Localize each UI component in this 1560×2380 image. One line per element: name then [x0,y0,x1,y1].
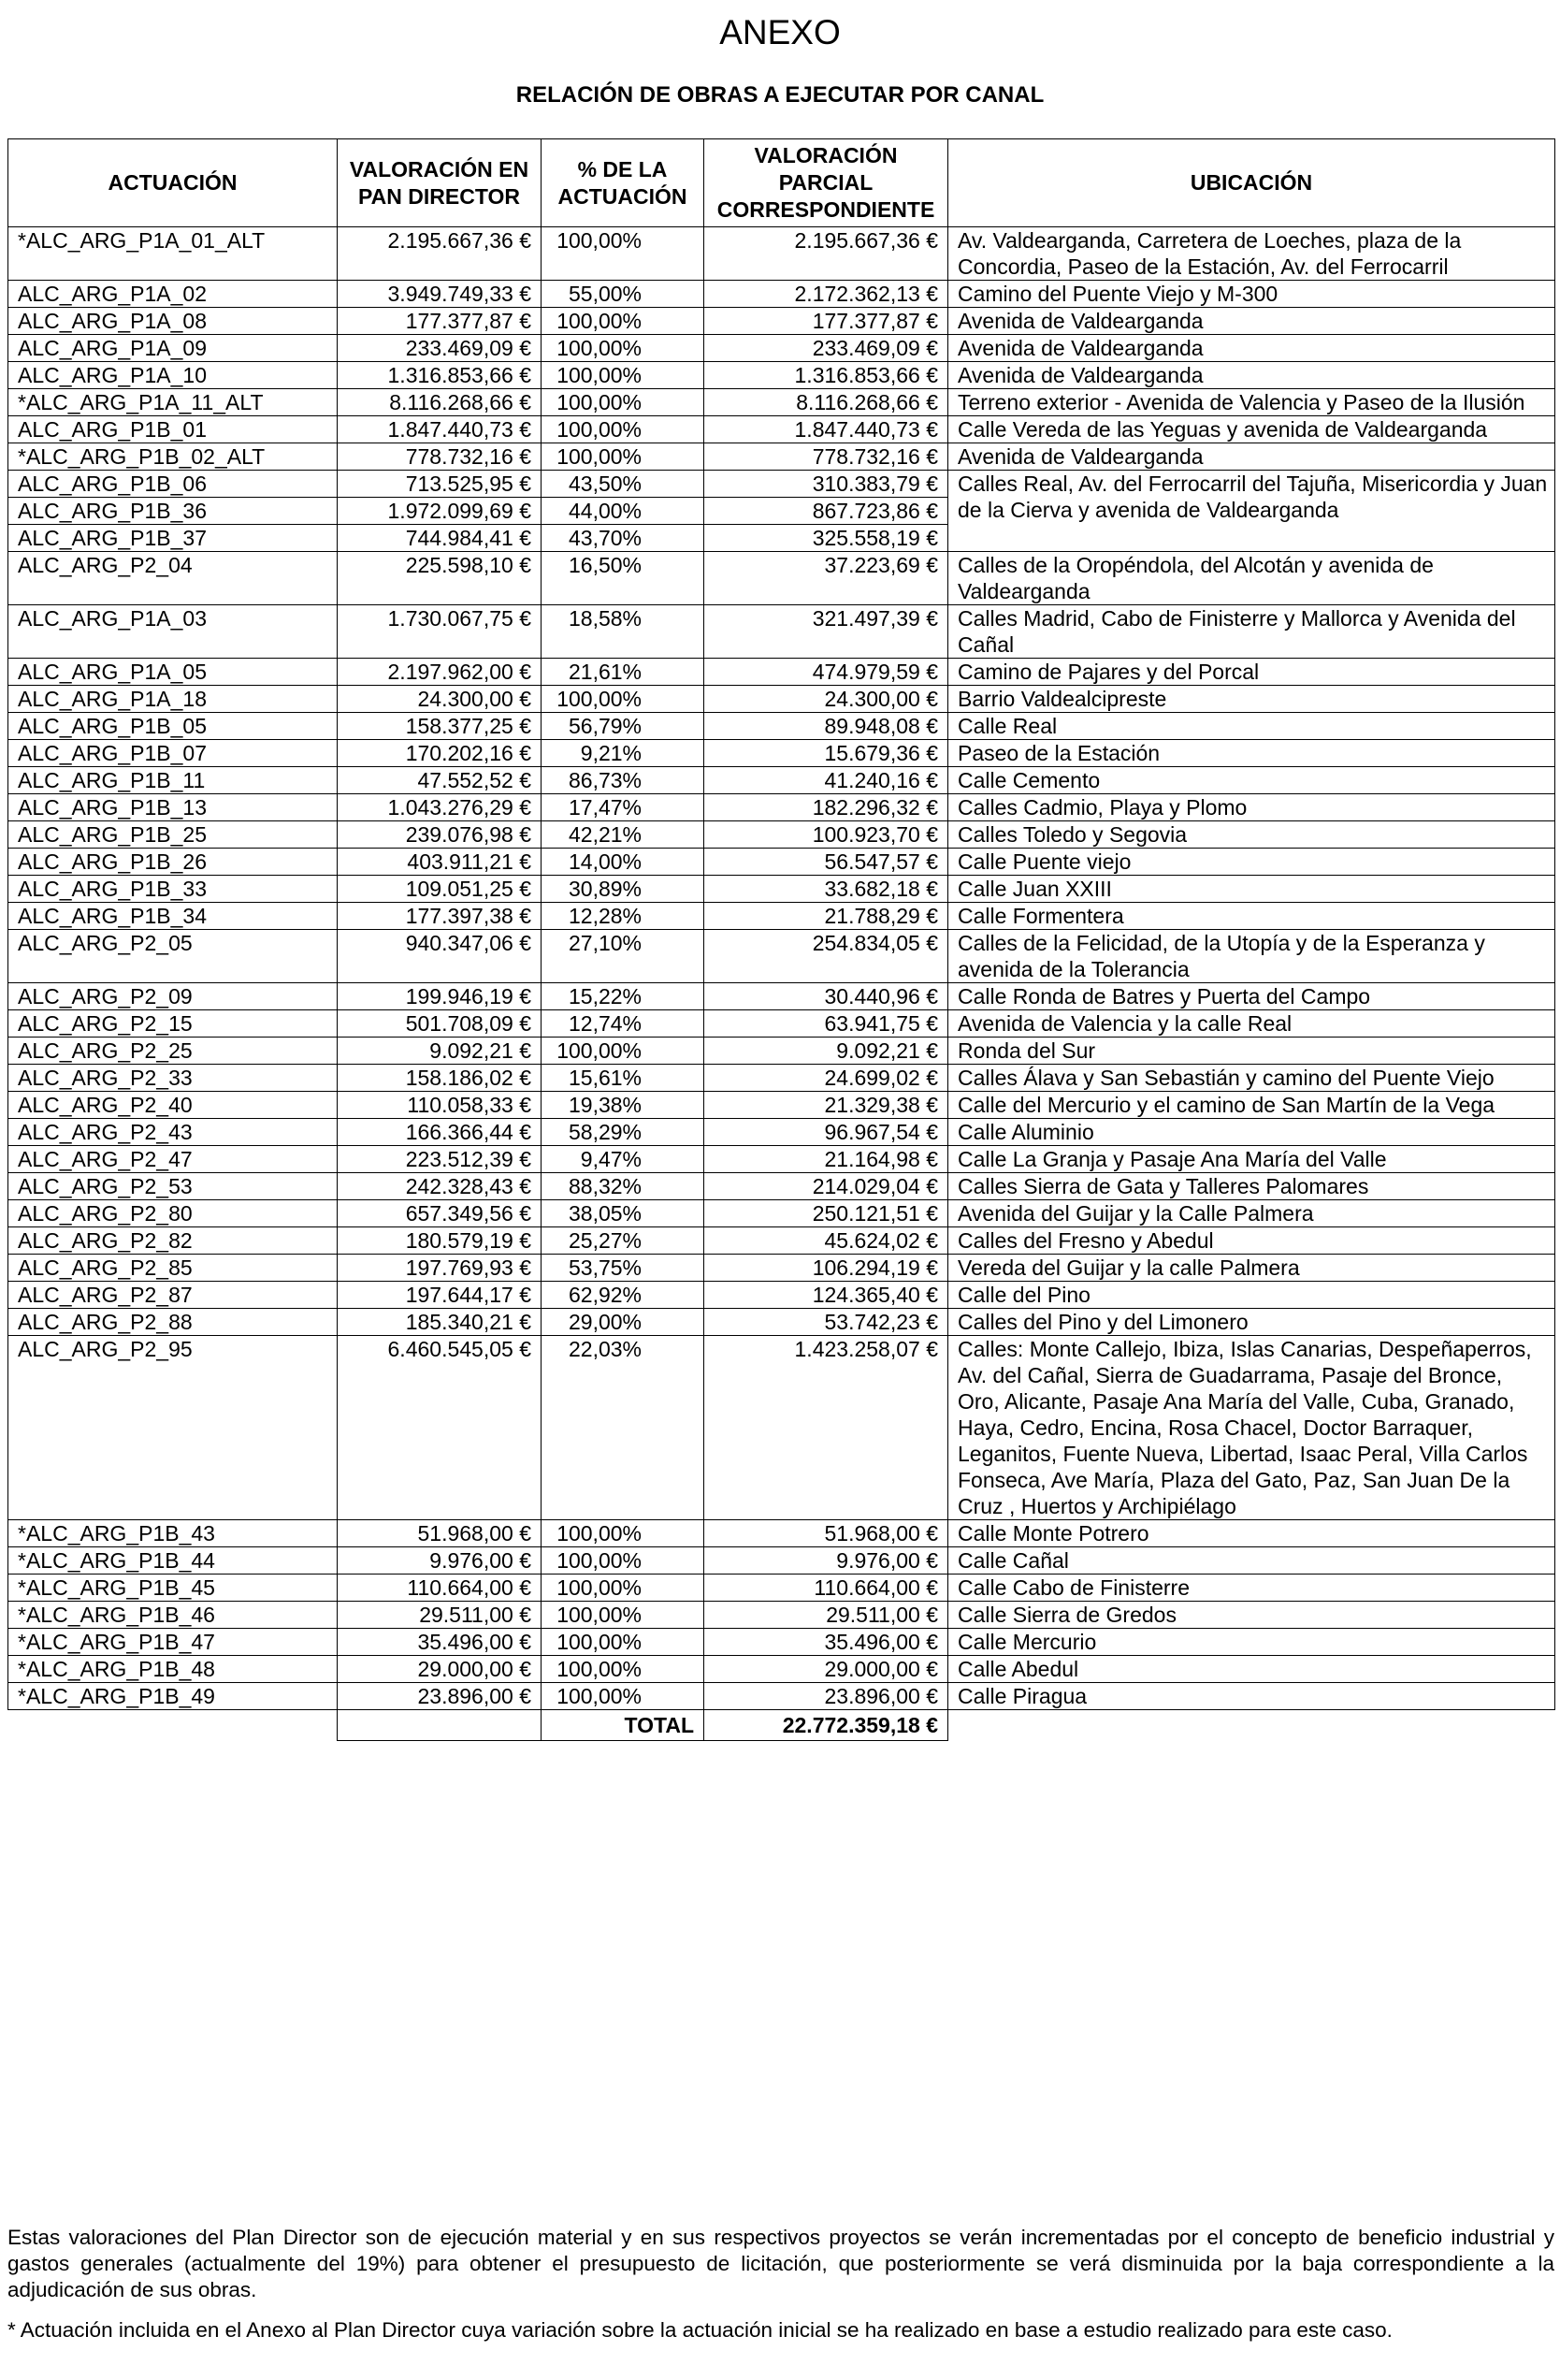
cell-valoracion-parcial: 35.496,00 € [704,1629,948,1656]
cell-valoracion-plan-director: 1.972.099,69 € [338,498,542,525]
cell-porcentaje: 38,05% [542,1200,704,1227]
table-row [8,1575,1555,1602]
cell-ubicacion: Calle Sierra de Gredos [948,1602,1555,1629]
cell-ubicacion: Calles del Fresno y Abedul [948,1227,1555,1255]
cell-ubicacion: Calles Toledo y Segovia [948,821,1555,849]
table-row [8,1629,1555,1656]
cell-actuacion: *ALC_ARG_P1B_45 [8,1575,338,1602]
cell-ubicacion: Calle Real [948,713,1555,740]
cell-actuacion: ALC_ARG_P1B_07 [8,740,338,767]
cell-ubicacion: Calle La Granja y Pasaje Ana María del Valle [948,1146,1555,1173]
cell-valoracion-parcial: 24.699,02 € [704,1065,948,1092]
cell-ubicacion: Paseo de la Estación [948,740,1555,767]
cell-actuacion: ALC_ARG_P1B_06 [8,471,338,498]
cell-valoracion-plan-director: 8.116.268,66 € [338,389,542,416]
cell-valoracion-parcial: 254.834,05 € [704,930,948,983]
obras-table [7,138,1555,1741]
cell-valoracion-parcial: 21.164,98 € [704,1146,948,1173]
cell-valoracion-plan-director: 1.847.440,73 € [338,416,542,443]
cell-ubicacion: Calles de la Felicidad, de la Utopía y de la Esperanza y avenida de la Tolerancia [948,930,1555,983]
cell-ubicacion: Calles Real, Av. del Ferrocarril del Tajuña, Misericordia y Juan de la Cierva y avenida de Valdearganda [948,471,1555,552]
cell-actuacion: *ALC_ARG_P1B_47 [8,1629,338,1656]
cell-porcentaje: 22,03% [542,1336,704,1520]
cell-valoracion-plan-director: 109.051,25 € [338,876,542,903]
cell-valoracion-parcial: 100.923,70 € [704,821,948,849]
cell-ubicacion: Calle Monte Potrero [948,1520,1555,1547]
cell-actuacion: ALC_ARG_P2_43 [8,1119,338,1146]
cell-valoracion-plan-director: 1.316.853,66 € [338,362,542,389]
cell-valoracion-parcial: 110.664,00 € [704,1575,948,1602]
cell-ubicacion: Calle Cañal [948,1547,1555,1575]
cell-valoracion-parcial: 8.116.268,66 € [704,389,948,416]
cell-valoracion-plan-director: 3.949.749,33 € [338,281,542,308]
cell-valoracion-plan-director: 29.000,00 € [338,1656,542,1683]
cell-porcentaje: 29,00% [542,1309,704,1336]
cell-ubicacion: Calle Ronda de Batres y Puerta del Campo [948,983,1555,1010]
cell-valoracion-plan-director: 177.377,87 € [338,308,542,335]
cell-actuacion: *ALC_ARG_P1B_49 [8,1683,338,1710]
table-row [8,1146,1555,1173]
cell-valoracion-parcial: 53.742,23 € [704,1309,948,1336]
table-row [8,227,1555,281]
cell-ubicacion: Terreno exterior - Avenida de Valencia y Paseo de la Ilusión [948,389,1555,416]
cell-valoracion-plan-director: 223.512,39 € [338,1146,542,1173]
cell-valoracion-parcial: 214.029,04 € [704,1173,948,1200]
cell-valoracion-parcial: 233.469,09 € [704,335,948,362]
cell-porcentaje: 100,00% [542,416,704,443]
table-header-row [8,139,1555,227]
cell-porcentaje: 62,92% [542,1282,704,1309]
cell-valoracion-plan-director: 180.579,19 € [338,1227,542,1255]
total-spacer [338,1710,542,1741]
cell-valoracion-parcial: 89.948,08 € [704,713,948,740]
cell-valoracion-plan-director: 242.328,43 € [338,1173,542,1200]
cell-actuacion: ALC_ARG_P1B_37 [8,525,338,552]
cell-actuacion: ALC_ARG_P1B_01 [8,416,338,443]
page-subtitle: RELACIÓN DE OBRAS A EJECUTAR POR CANAL [515,82,1045,108]
cell-porcentaje: 53,75% [542,1255,704,1282]
cell-valoracion-plan-director: 110.058,33 € [338,1092,542,1119]
cell-ubicacion: Avenida de Valdearganda [948,308,1555,335]
cell-ubicacion: Calles Cadmio, Playa y Plomo [948,794,1555,821]
cell-actuacion: ALC_ARG_P1A_09 [8,335,338,362]
cell-porcentaje: 25,27% [542,1227,704,1255]
header-actuacion: ACTUACIÓN [8,139,338,227]
table-row [8,1683,1555,1710]
cell-valoracion-plan-director: 6.460.545,05 € [338,1336,542,1520]
cell-actuacion: ALC_ARG_P2_47 [8,1146,338,1173]
cell-porcentaje: 12,74% [542,1010,704,1038]
cell-valoracion-parcial: 182.296,32 € [704,794,948,821]
cell-actuacion: ALC_ARG_P2_87 [8,1282,338,1309]
cell-porcentaje: 100,00% [542,335,704,362]
cell-valoracion-plan-director: 778.732,16 € [338,443,542,471]
cell-porcentaje: 100,00% [542,1683,704,1710]
table-row [8,335,1555,362]
cell-porcentaje: 100,00% [542,1575,704,1602]
cell-actuacion: ALC_ARG_P2_80 [8,1200,338,1227]
table-row [8,1656,1555,1683]
cell-porcentaje: 100,00% [542,227,704,281]
cell-actuacion: *ALC_ARG_P1B_48 [8,1656,338,1683]
cell-porcentaje: 56,79% [542,713,704,740]
table-row [8,1336,1555,1520]
cell-actuacion: ALC_ARG_P1B_33 [8,876,338,903]
cell-valoracion-plan-director: 23.896,00 € [338,1683,542,1710]
cell-porcentaje: 100,00% [542,362,704,389]
cell-actuacion: ALC_ARG_P2_04 [8,552,338,605]
cell-porcentaje: 27,10% [542,930,704,983]
table-row [8,983,1555,1010]
table-body [8,227,1555,1710]
cell-actuacion: ALC_ARG_P1B_11 [8,767,338,794]
cell-valoracion-plan-director: 199.946,19 € [338,983,542,1010]
cell-actuacion: ALC_ARG_P2_33 [8,1065,338,1092]
header-valoracion-parcial: VALORACIÓN PARCIAL CORRESPONDIENTE [704,139,948,227]
cell-valoracion-parcial: 21.788,29 € [704,903,948,930]
cell-porcentaje: 58,29% [542,1119,704,1146]
cell-valoracion-plan-director: 35.496,00 € [338,1629,542,1656]
cell-valoracion-plan-director: 24.300,00 € [338,686,542,713]
cell-valoracion-parcial: 51.968,00 € [704,1520,948,1547]
cell-valoracion-plan-director: 177.397,38 € [338,903,542,930]
cell-valoracion-plan-director: 1.043.276,29 € [338,794,542,821]
cell-valoracion-plan-director: 197.769,93 € [338,1255,542,1282]
cell-valoracion-parcial: 2.195.667,36 € [704,227,948,281]
table-row [8,1282,1555,1309]
cell-ubicacion: Av. Valdearganda, Carretera de Loeches, plaza de la Concordia, Paseo de la Estación, Av. del Ferrocarril [948,227,1555,281]
cell-valoracion-parcial: 21.329,38 € [704,1092,948,1119]
cell-porcentaje: 100,00% [542,1629,704,1656]
cell-porcentaje: 100,00% [542,1038,704,1065]
cell-porcentaje: 21,61% [542,659,704,686]
cell-ubicacion: Calle Cemento [948,767,1555,794]
cell-ubicacion: Camino del Puente Viejo y M-300 [948,281,1555,308]
table-row [8,1227,1555,1255]
cell-valoracion-parcial: 30.440,96 € [704,983,948,1010]
cell-valoracion-plan-director: 110.664,00 € [338,1575,542,1602]
cell-valoracion-plan-director: 2.197.962,00 € [338,659,542,686]
cell-valoracion-plan-director: 239.076,98 € [338,821,542,849]
cell-ubicacion: Calle Cabo de Finisterre [948,1575,1555,1602]
cell-actuacion: *ALC_ARG_P1B_46 [8,1602,338,1629]
cell-ubicacion: Avenida de Valdearganda [948,362,1555,389]
cell-ubicacion: Calles Madrid, Cabo de Finisterre y Mallorca y Avenida del Cañal [948,605,1555,659]
cell-valoracion-parcial: 37.223,69 € [704,552,948,605]
cell-actuacion: ALC_ARG_P1B_05 [8,713,338,740]
total-row [8,1710,1555,1741]
table-row [8,713,1555,740]
table-row [8,1255,1555,1282]
cell-actuacion: *ALC_ARG_P1A_11_ALT [8,389,338,416]
cell-porcentaje: 100,00% [542,389,704,416]
cell-ubicacion: Avenida del Guijar y la Calle Palmera [948,1200,1555,1227]
total-label: TOTAL [542,1710,704,1741]
cell-valoracion-plan-director: 225.598,10 € [338,552,542,605]
cell-valoracion-plan-director: 9.976,00 € [338,1547,542,1575]
table-row [8,876,1555,903]
table-row [8,659,1555,686]
cell-valoracion-plan-director: 166.366,44 € [338,1119,542,1146]
cell-valoracion-parcial: 124.365,40 € [704,1282,948,1309]
cell-valoracion-parcial: 23.896,00 € [704,1683,948,1710]
table-row [8,389,1555,416]
cell-valoracion-parcial: 29.000,00 € [704,1656,948,1683]
table-row [8,1547,1555,1575]
cell-valoracion-plan-director: 170.202,16 € [338,740,542,767]
cell-porcentaje: 100,00% [542,443,704,471]
cell-actuacion: *ALC_ARG_P1B_02_ALT [8,443,338,471]
cell-ubicacion: Calle del Pino [948,1282,1555,1309]
table-row [8,1520,1555,1547]
table-row [8,821,1555,849]
cell-porcentaje: 14,00% [542,849,704,876]
cell-valoracion-parcial: 177.377,87 € [704,308,948,335]
cell-actuacion: ALC_ARG_P1A_03 [8,605,338,659]
table-row [8,903,1555,930]
cell-actuacion: ALC_ARG_P2_05 [8,930,338,983]
cell-ubicacion: Calle Aluminio [948,1119,1555,1146]
cell-valoracion-plan-director: 713.525,95 € [338,471,542,498]
cell-porcentaje: 43,70% [542,525,704,552]
footnote-asterisk: * Actuación incluida en el Anexo al Plan Director cuya variación sobre la actuación inicial se ha realizado en base a estudio realizado para este caso. [7,2318,1393,2342]
cell-valoracion-parcial: 96.967,54 € [704,1119,948,1146]
cell-ubicacion: Calles: Monte Callejo, Ibiza, Islas Canarias, Despeñaperros, Av. del Cañal, Sierra de Guadarrama, Pasaje del Bronce, Oro, Alicante, Pasaje Ana María del Valle, Cuba, Granado, Haya, Cedro, Encina, Rosa Chacel, Doctor Barraquer, Leganitos, Fuente Nueva, Libertad, Isaac Peral, Villa Carlos Fonseca, Ave María, Plaza del Gato, Paz, San Juan De la Cruz , Huertos y Archipiélago [948,1336,1555,1520]
cell-porcentaje: 42,21% [542,821,704,849]
table-row [8,552,1555,605]
cell-porcentaje: 15,61% [542,1065,704,1092]
cell-porcentaje: 100,00% [542,1602,704,1629]
cell-porcentaje: 9,21% [542,740,704,767]
cell-ubicacion: Calle Vereda de las Yeguas y avenida de Valdearganda [948,416,1555,443]
cell-valoracion-parcial: 63.941,75 € [704,1010,948,1038]
cell-ubicacion: Calle Abedul [948,1656,1555,1683]
cell-valoracion-parcial: 1.423.258,07 € [704,1336,948,1520]
total-spacer [948,1710,1555,1741]
cell-actuacion: ALC_ARG_P1B_34 [8,903,338,930]
table-row [8,362,1555,389]
cell-ubicacion: Calle Juan XXIII [948,876,1555,903]
total-spacer [8,1710,338,1741]
cell-actuacion: ALC_ARG_P1A_18 [8,686,338,713]
cell-porcentaje: 17,47% [542,794,704,821]
cell-porcentaje: 9,47% [542,1146,704,1173]
cell-ubicacion: Calle del Mercurio y el camino de San Martín de la Vega [948,1092,1555,1119]
cell-valoracion-plan-director: 51.968,00 € [338,1520,542,1547]
cell-valoracion-parcial: 778.732,16 € [704,443,948,471]
cell-valoracion-plan-director: 9.092,21 € [338,1038,542,1065]
cell-valoracion-plan-director: 501.708,09 € [338,1010,542,1038]
cell-valoracion-parcial: 45.624,02 € [704,1227,948,1255]
table-row [8,767,1555,794]
cell-ubicacion: Calle Puente viejo [948,849,1555,876]
cell-actuacion: ALC_ARG_P2_25 [8,1038,338,1065]
cell-porcentaje: 19,38% [542,1092,704,1119]
cell-valoracion-parcial: 29.511,00 € [704,1602,948,1629]
cell-porcentaje: 100,00% [542,308,704,335]
cell-ubicacion: Vereda del Guijar y la calle Palmera [948,1255,1555,1282]
cell-ubicacion: Calle Mercurio [948,1629,1555,1656]
cell-valoracion-parcial: 321.497,39 € [704,605,948,659]
table-row [8,849,1555,876]
cell-actuacion: ALC_ARG_P2_85 [8,1255,338,1282]
cell-valoracion-plan-director: 744.984,41 € [338,525,542,552]
cell-valoracion-parcial: 24.300,00 € [704,686,948,713]
table-row [8,1309,1555,1336]
table-row [8,416,1555,443]
cell-valoracion-plan-director: 1.730.067,75 € [338,605,542,659]
table-row [8,1092,1555,1119]
cell-valoracion-parcial: 2.172.362,13 € [704,281,948,308]
header-ubicacion: UBICACIÓN [948,139,1555,227]
table-row [8,1065,1555,1092]
table-row [8,281,1555,308]
table-row [8,1038,1555,1065]
cell-valoracion-plan-director: 158.186,02 € [338,1065,542,1092]
cell-actuacion: ALC_ARG_P1B_25 [8,821,338,849]
table-row [8,1602,1555,1629]
cell-ubicacion: Calles Álava y San Sebastián y camino del Puente Viejo [948,1065,1555,1092]
table-row [8,1119,1555,1146]
cell-porcentaje: 86,73% [542,767,704,794]
cell-porcentaje: 30,89% [542,876,704,903]
cell-ubicacion: Calle Piragua [948,1683,1555,1710]
cell-valoracion-parcial: 310.383,79 € [704,471,948,498]
cell-valoracion-plan-director: 233.469,09 € [338,335,542,362]
cell-actuacion: ALC_ARG_P1A_05 [8,659,338,686]
table-row [8,443,1555,471]
cell-porcentaje: 12,28% [542,903,704,930]
cell-porcentaje: 43,50% [542,471,704,498]
cell-valoracion-parcial: 474.979,59 € [704,659,948,686]
header-valoracion-plan-director: VALORACIÓN EN PAN DIRECTOR [338,139,542,227]
cell-actuacion: ALC_ARG_P1A_02 [8,281,338,308]
cell-valoracion-parcial: 867.723,86 € [704,498,948,525]
footnote-valoraciones: Estas valoraciones del Plan Director son de ejecución material y en sus respectivos proyectos se verán incrementadas por el concepto de beneficio industrial y gastos generales (actualmente del 19%) para obtener el presupuesto de licitación, que posteriormente se verá disminuida por la baja correspondiente a la adjudicación de sus obras. [7,2226,1554,2301]
cell-porcentaje: 100,00% [542,1547,704,1575]
cell-ubicacion: Calles de la Oropéndola, del Alcotán y avenida de Valdearganda [948,552,1555,605]
table-row [8,686,1555,713]
cell-valoracion-parcial: 1.316.853,66 € [704,362,948,389]
cell-actuacion: *ALC_ARG_P1B_43 [8,1520,338,1547]
cell-actuacion: ALC_ARG_P2_82 [8,1227,338,1255]
table-row [8,930,1555,983]
cell-valoracion-parcial: 33.682,18 € [704,876,948,903]
cell-ubicacion: Barrio Valdealcipreste [948,686,1555,713]
cell-ubicacion: Camino de Pajares y del Porcal [948,659,1555,686]
cell-valoracion-parcial: 9.092,21 € [704,1038,948,1065]
table-row [8,1010,1555,1038]
cell-actuacion: ALC_ARG_P2_15 [8,1010,338,1038]
cell-actuacion: ALC_ARG_P2_53 [8,1173,338,1200]
table-row [8,471,1555,498]
cell-actuacion: ALC_ARG_P1A_08 [8,308,338,335]
table-row [8,1173,1555,1200]
cell-valoracion-plan-director: 197.644,17 € [338,1282,542,1309]
cell-porcentaje: 18,58% [542,605,704,659]
cell-valoracion-plan-director: 657.349,56 € [338,1200,542,1227]
cell-ubicacion: Avenida de Valdearganda [948,335,1555,362]
cell-porcentaje: 88,32% [542,1173,704,1200]
cell-ubicacion: Ronda del Sur [948,1038,1555,1065]
cell-valoracion-plan-director: 29.511,00 € [338,1602,542,1629]
cell-porcentaje: 100,00% [542,1656,704,1683]
cell-porcentaje: 100,00% [542,686,704,713]
cell-valoracion-plan-director: 403.911,21 € [338,849,542,876]
cell-valoracion-parcial: 1.847.440,73 € [704,416,948,443]
table-row [8,740,1555,767]
table-row [8,794,1555,821]
cell-ubicacion: Calles del Pino y del Limonero [948,1309,1555,1336]
cell-valoracion-parcial: 15.679,36 € [704,740,948,767]
cell-valoracion-parcial: 9.976,00 € [704,1547,948,1575]
cell-porcentaje: 15,22% [542,983,704,1010]
cell-actuacion: ALC_ARG_P1A_10 [8,362,338,389]
cell-actuacion: ALC_ARG_P2_40 [8,1092,338,1119]
cell-valoracion-plan-director: 47.552,52 € [338,767,542,794]
cell-ubicacion: Avenida de Valdearganda [948,443,1555,471]
page-title: ANEXO [719,13,841,51]
cell-valoracion-plan-director: 2.195.667,36 € [338,227,542,281]
cell-valoracion-plan-director: 940.347,06 € [338,930,542,983]
cell-valoracion-parcial: 325.558,19 € [704,525,948,552]
table-row [8,308,1555,335]
cell-porcentaje: 100,00% [542,1520,704,1547]
cell-actuacion: ALC_ARG_P2_95 [8,1336,338,1520]
cell-porcentaje: 44,00% [542,498,704,525]
cell-ubicacion: Calles Sierra de Gata y Talleres Palomares [948,1173,1555,1200]
header-porcentaje-actuacion: % DE LA ACTUACIÓN [542,139,704,227]
cell-actuacion: ALC_ARG_P1B_36 [8,498,338,525]
cell-valoracion-plan-director: 158.377,25 € [338,713,542,740]
cell-ubicacion: Calle Formentera [948,903,1555,930]
cell-porcentaje: 55,00% [542,281,704,308]
cell-actuacion: ALC_ARG_P1B_13 [8,794,338,821]
table-row [8,1200,1555,1227]
cell-valoracion-parcial: 41.240,16 € [704,767,948,794]
cell-actuacion: ALC_ARG_P1B_26 [8,849,338,876]
cell-actuacion: *ALC_ARG_P1B_44 [8,1547,338,1575]
cell-valoracion-plan-director: 185.340,21 € [338,1309,542,1336]
total-value: 22.772.359,18 € [704,1710,948,1741]
cell-ubicacion: Avenida de Valencia y la calle Real [948,1010,1555,1038]
cell-valoracion-parcial: 56.547,57 € [704,849,948,876]
cell-actuacion: ALC_ARG_P2_09 [8,983,338,1010]
cell-actuacion: ALC_ARG_P2_88 [8,1309,338,1336]
cell-valoracion-parcial: 250.121,51 € [704,1200,948,1227]
cell-actuacion: *ALC_ARG_P1A_01_ALT [8,227,338,281]
cell-valoracion-parcial: 106.294,19 € [704,1255,948,1282]
cell-porcentaje: 16,50% [542,552,704,605]
table-row [8,605,1555,659]
